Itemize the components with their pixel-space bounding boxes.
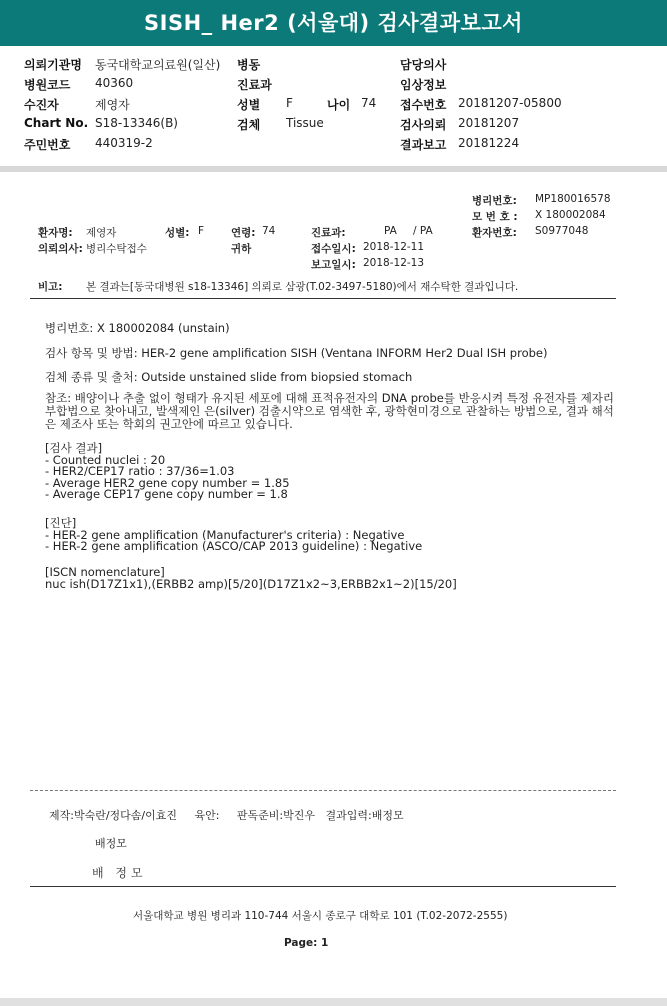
pt-no-label: 환자번호: <box>472 227 517 239</box>
rep-value: 2018-12-13 <box>363 257 425 269</box>
rep-age-label: 연령: <box>231 227 256 239</box>
page-number: Page: 1 <box>284 937 329 949</box>
diagnosis-line: - HER-2 gene amplification (ASCO/CAP 2013 guideline) : Negative <box>45 539 423 553</box>
recv-value: 2018-12-11 <box>363 241 425 253</box>
receipt-label: 접수번호 <box>400 98 447 112</box>
request-info-table <box>0 50 667 166</box>
report-label: 결과보고 <box>400 138 447 152</box>
footer-dashed-divider <box>30 790 616 791</box>
ward-label: 병동 <box>237 58 261 72</box>
iscn-line: nuc ish(D17Z1x1),(ERBB2 amp)[5/20](D17Z1x2~3,ERBB2x1~2)[15/20] <box>45 576 457 591</box>
dept-label: 진료과 <box>237 78 272 92</box>
path-no-value: MP180016578 <box>535 193 611 205</box>
footer-divider <box>30 886 616 887</box>
sex-label: 성별 <box>237 98 261 112</box>
doctor-signature: 배 정모 <box>92 866 147 880</box>
rep-dept-value: PA <box>384 225 397 237</box>
rep-sex-label: 성별: <box>165 227 190 239</box>
report-value: 20181224 <box>458 136 520 150</box>
diagnosis-heading: [진단] <box>45 516 77 530</box>
mo-no-label: 모 번 호 : <box>472 211 518 223</box>
recv-label: 접수일시: <box>311 243 356 255</box>
code-value: 40360 <box>95 76 134 90</box>
pt-no-value: S0977048 <box>535 225 589 237</box>
mo-no-value: X 180002084 <box>535 209 606 221</box>
rrn-label: 주민번호 <box>24 138 71 152</box>
chart-label: Chart No. <box>24 116 89 130</box>
rrn-value: 440319-2 <box>95 136 153 150</box>
body-specimen: 검체 종류 및 출처: Outside unstained slide from biopsied stomach <box>45 370 413 384</box>
note-label: 비고: <box>38 281 63 293</box>
sex-value: F <box>286 96 293 110</box>
lab-address: 서울대학교 병원 병리과 110-744 서울시 종로구 대학로 101 (T.02-2072-2555) <box>133 910 508 922</box>
req-label: 의뢰의사: <box>38 243 83 255</box>
path-no-label: 병리번호: <box>472 195 517 207</box>
doctor-label: 담당의사 <box>400 58 447 72</box>
result-heading: [검사 결과] <box>45 441 103 455</box>
iscn-heading: [ISCN nomenclature] <box>45 565 165 579</box>
rep-dept-label: 진료과: <box>311 227 346 239</box>
rep-age-value: 74 <box>262 225 276 237</box>
result-line: - Average HER2 gene copy number = 1.85 <box>45 475 290 490</box>
staff-line: 제작:박숙란/정다솜/이효진 육안: 판독준비:박진우 결과입력:배정모 <box>49 809 404 822</box>
name-value: 제영자 <box>86 227 117 239</box>
receipt-value: 20181207-05800 <box>458 96 562 110</box>
age-label: 나이 <box>327 98 351 112</box>
doctor-name: 배정모 <box>95 837 127 850</box>
specimen-label: 검체 <box>237 118 261 132</box>
body-method: 검사 항목 및 방법: HER-2 gene amplification SISH (Ventana INFORM Her2 Dual ISH probe) <box>45 346 548 360</box>
request-value: 20181207 <box>458 116 520 130</box>
body-path-no: 병리번호: X 180002084 (unstain) <box>45 321 230 335</box>
note-value: 본 결과는[동국대병원 s18-13346] 의뢰로 삼광(T.02-3497-5180)에서 재수탁한 결과입니다. <box>86 281 519 293</box>
rep-dept-sep: / PA <box>413 225 433 237</box>
code-label: 병원코드 <box>24 78 71 92</box>
iscn-block <box>45 567 457 590</box>
hospital-label: 의뢰기관명 <box>24 58 82 72</box>
result-line: - Average CEP17 gene copy number = 1.8 <box>45 487 288 501</box>
body-reference: 참조: 배양이나 추출 없이 형태가 유지된 세포에 대해 표적유전자의 DNA probe를 반응시켜 특정 유전자를 제자리부합법으로 찾아내고, 발색제인 은(silver) 검출시약으로 염색한 후, 광학현미경으로 관찰하는 방법으로, 결과 해석은 제조사 또는 학회의 권고안에 따르고 있습니다. <box>45 391 615 431</box>
patient-value: 제영자 <box>95 98 130 112</box>
age-value: 74 <box>361 96 377 110</box>
request-label: 검사의뢰 <box>400 118 447 132</box>
req-value: 병리수탁접수 <box>86 243 147 255</box>
bottom-border <box>0 998 667 1006</box>
clinical-label: 임상정보 <box>400 78 447 92</box>
chart-value: S18-13346(B) <box>95 116 178 130</box>
note-divider <box>30 298 616 299</box>
specimen-value: Tissue <box>286 116 324 130</box>
diagnosis-line: - HER-2 gene amplification (Manufacturer's criteria) : Negative <box>45 527 405 542</box>
hospital-value: 동국대학교의료원(일산) <box>95 58 221 72</box>
patient-label: 수진자 <box>24 98 59 112</box>
diagnosis-block <box>45 518 422 553</box>
gwiha-label: 귀하 <box>231 243 252 255</box>
report-title: SISH_ Her2 (서울대) 검사결과보고서 <box>0 0 667 46</box>
result-block <box>45 443 290 501</box>
result-line: - HER2/CEP17 ratio : 37/36=1.03 <box>45 464 235 478</box>
result-line: - Counted nuclei : 20 <box>45 452 166 467</box>
rep-label: 보고일시: <box>311 259 356 271</box>
name-label: 환자명: <box>38 227 73 239</box>
rep-sex-value: F <box>198 225 205 237</box>
